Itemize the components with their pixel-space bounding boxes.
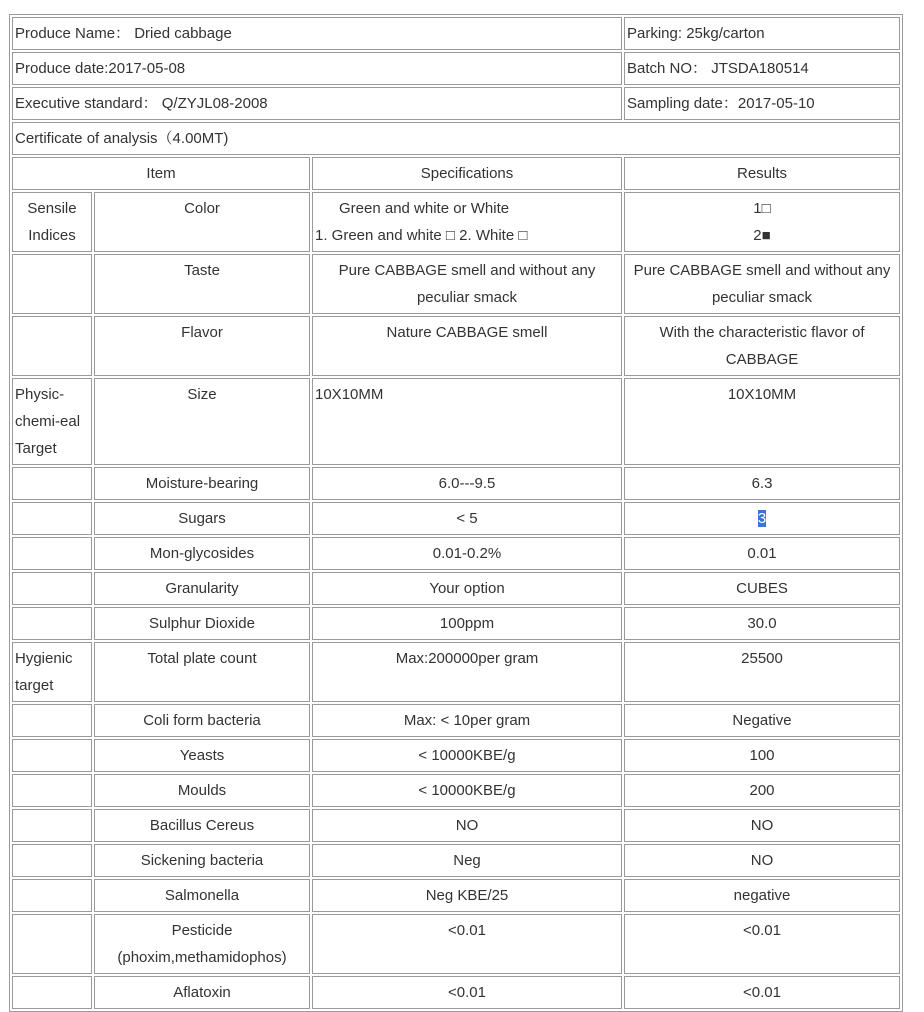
specifications-column-header: Specifications: [312, 157, 622, 190]
group-hygienic-target: [12, 642, 92, 702]
produce-date-cell: Produce date:2017-05-08: [12, 52, 622, 85]
group-empty-cell: [12, 704, 92, 737]
result-cell: With the characteristic flavor of CABBAGE: [624, 316, 900, 376]
item-column-header: Item: [12, 157, 310, 190]
group-label: Indices: [28, 227, 76, 244]
group-label: target: [15, 677, 54, 694]
spec-cell: Pure CABBAGE smell and without any peculiar smack: [312, 254, 622, 314]
batch-no-cell: Batch NO： JTSDA180514: [624, 52, 900, 85]
packing-cell: Parking: 25kg/carton: [624, 17, 900, 50]
item-cell: Size: [94, 378, 310, 465]
group-empty-cell: [12, 879, 92, 912]
table-row: [12, 467, 900, 500]
result-cell: Negative: [624, 704, 900, 737]
spec-cell: ˂ 10000KBE/g: [312, 739, 622, 772]
spec-cell: ˂ 10000KBE/g: [312, 774, 622, 807]
group-empty-cell: [12, 739, 92, 772]
spec-cell: 100ppm: [312, 607, 622, 640]
header-row-1: [12, 17, 900, 50]
spec-cell: 6.0---9.5: [312, 467, 622, 500]
certificate-title: Certificate of analysis（4.00MT): [12, 122, 900, 155]
spec-cell: ˂ 5: [312, 502, 622, 535]
result-cell: NO: [624, 809, 900, 842]
result-cell: 0.01: [624, 537, 900, 570]
table-row: [12, 572, 900, 605]
spec-cell: <0.01: [312, 976, 622, 1009]
table-row: [12, 844, 900, 877]
spec-cell: Nature CABBAGE smell: [312, 316, 622, 376]
product-name-cell: Produce Name： Dried cabbage: [12, 17, 622, 50]
table-row: [12, 378, 900, 465]
table-row: [12, 704, 900, 737]
spec-line: Green and white or White: [339, 200, 510, 217]
table-row: [12, 192, 900, 252]
result-cell: [624, 192, 900, 252]
table-row: [12, 607, 900, 640]
selected-result-text[interactable]: 3: [757, 510, 767, 527]
table-row: [12, 976, 900, 1009]
table-row: [12, 642, 900, 702]
result-line: 2■: [753, 227, 771, 244]
item-cell: Bacillus Cereus: [94, 809, 310, 842]
item-cell: Sickening bacteria: [94, 844, 310, 877]
table-row: [12, 254, 900, 314]
header-row-3: [12, 87, 900, 120]
item-cell: Total plate count: [94, 642, 310, 702]
group-sensile-indices: [12, 192, 92, 252]
results-column-header: Results: [624, 157, 900, 190]
result-cell: <0.01: [624, 976, 900, 1009]
sampling-date-cell: Sampling date：2017-05-10: [624, 87, 900, 120]
result-cell: 25500: [624, 642, 900, 702]
spec-cell: Your option: [312, 572, 622, 605]
item-line: (phoxim,methamidophos): [117, 949, 287, 966]
item-cell: Taste: [94, 254, 310, 314]
item-cell: Coli form bacteria: [94, 704, 310, 737]
spec-cell: 0.01-0.2%: [312, 537, 622, 570]
column-header-row: [12, 157, 900, 190]
group-label: Sensile: [27, 200, 77, 217]
result-cell: 200: [624, 774, 900, 807]
item-line: Pesticide: [171, 922, 233, 939]
result-cell: NO: [624, 844, 900, 877]
item-cell: Moisture-bearing: [94, 467, 310, 500]
spec-cell: [312, 192, 622, 252]
group-empty-cell: [12, 774, 92, 807]
spec-cell: <0.01: [312, 914, 622, 974]
table-row: [12, 914, 900, 974]
result-cell: negative: [624, 879, 900, 912]
group-empty-cell: [12, 844, 92, 877]
item-cell: Yeasts: [94, 739, 310, 772]
table-row: [12, 879, 900, 912]
group-empty-cell: [12, 254, 92, 314]
coa-table: [9, 14, 903, 1012]
group-empty-cell: [12, 537, 92, 570]
executive-standard-cell: Executive standard： Q/ZYJL08-2008: [12, 87, 622, 120]
item-cell: Flavor: [94, 316, 310, 376]
item-cell: Moulds: [94, 774, 310, 807]
spec-line: 1. Green and white □ 2. White □: [315, 227, 528, 244]
item-cell: [94, 914, 310, 974]
group-label: Hygienic: [15, 650, 73, 667]
certificate-row: [12, 122, 900, 155]
result-cell: 6.3: [624, 467, 900, 500]
group-label: chemi-eal: [15, 413, 81, 430]
header-row-2: [12, 52, 900, 85]
group-physic-chemical-target: [12, 378, 92, 465]
table-row: [12, 502, 900, 535]
result-cell: 10X10MM: [624, 378, 900, 465]
table-row: [12, 537, 900, 570]
group-empty-cell: [12, 467, 92, 500]
table-row: [12, 809, 900, 842]
result-cell: 100: [624, 739, 900, 772]
result-cell: Pure CABBAGE smell and without any peculiar smack: [624, 254, 900, 314]
item-cell: Granularity: [94, 572, 310, 605]
group-label: Physic-: [15, 386, 65, 403]
spec-cell: Neg KBE/25: [312, 879, 622, 912]
group-empty-cell: [12, 607, 92, 640]
result-cell: [624, 502, 900, 535]
group-empty-cell: [12, 572, 92, 605]
item-cell: Color: [94, 192, 310, 252]
table-row: [12, 316, 900, 376]
spec-cell: Max: ˂ 10per gram: [312, 704, 622, 737]
item-cell: Sugars: [94, 502, 310, 535]
table-row: [12, 774, 900, 807]
result-cell: <0.01: [624, 914, 900, 974]
result-line: 1□: [753, 200, 771, 217]
group-label: Target: [15, 440, 57, 457]
result-cell: CUBES: [624, 572, 900, 605]
spec-cell: Neg: [312, 844, 622, 877]
item-cell: Sulphur Dioxide: [94, 607, 310, 640]
spec-cell: NO: [312, 809, 622, 842]
item-cell: Mon-glycosides: [94, 537, 310, 570]
group-empty-cell: [12, 976, 92, 1009]
spec-cell: Max:200000per gram: [312, 642, 622, 702]
table-row: [12, 739, 900, 772]
spec-cell: 10X10MM: [312, 378, 622, 465]
item-cell: Aflatoxin: [94, 976, 310, 1009]
result-cell: 30.0: [624, 607, 900, 640]
group-empty-cell: [12, 809, 92, 842]
group-empty-cell: [12, 914, 92, 974]
coa-document: [9, 14, 903, 1012]
group-empty-cell: [12, 316, 92, 376]
group-empty-cell: [12, 502, 92, 535]
item-cell: Salmonella: [94, 879, 310, 912]
